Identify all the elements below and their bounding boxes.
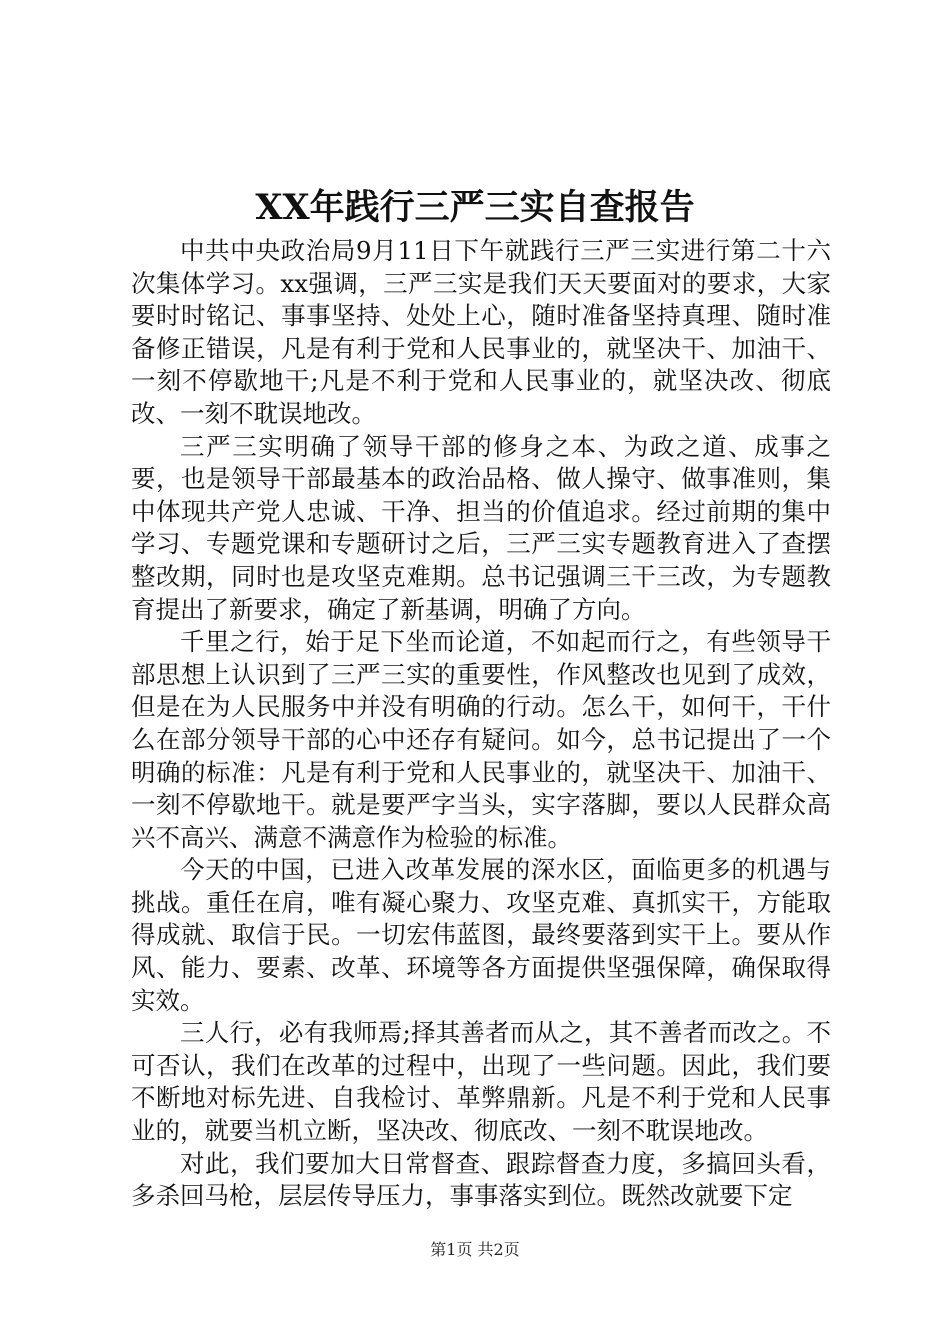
- paragraph-4: 今天的中国，已进入改革发展的深水区，面临更多的机遇与挑战。重任在肩，唯有凝心聚力、攻坚克难、真抓实干，方能取得成就、取信于民。一切宏伟蓝图，最终要落到实干上。要从作风、能力、要素、改革、环境等各方面提供坚强保障，确保取得实效。: [131, 855, 831, 1015]
- paragraph-3: 千里之行，始于足下坐而论道，不如起而行之，有些领导干部思想上认识到了三严三实的重要性，作风整改也见到了成效，但是在为人民服务中并没有明确的行动。怎么干，如何干，干什么在部分领导干部的心中还存有疑问。如今，总书记提出了一个明确的标准：凡是有利于党和人民事业的，就坚决干、加油干、一刻不停歇地干。就是要严字当头，实字落脚，要以人民群众高兴不高兴、满意不满意作为检验的标准。: [131, 627, 831, 852]
- document-title: XX年践行三严三实自查报告: [255, 187, 695, 228]
- paragraph-1: 中共中央政治局9月11日下午就践行三严三实进行第二十六次集体学习。xx强调，三严三实是我们天天要面对的要求，大家要时时铭记、事事坚持、处处上心，随时准备坚持真理、随时准备修正错误，凡是有利于党和人民事业的，就坚决干、加油干、一刻不停歇地干;凡是不利于党和人民事业的，就坚决改、彻底改、一刻不耽误地改。: [131, 236, 831, 428]
- document-body: [131, 235, 831, 1213]
- paragraph-5: 三人行，必有我师焉;择其善者而从之，其不善者而改之。不可否认，我们在改革的过程中，出现了一些问题。因此，我们要不断地对标先进、自我检讨、革弊鼎新。凡是不利于党和人民事业的，就要当机立断，坚决改、彻底改、一刻不耽误地改。: [131, 1018, 831, 1146]
- paragraph-6: 对此，我们要加大日常督查、跟踪督查力度，多搞回头看，多杀回马枪，层层传导压力，事事落实到位。既然改就要下定: [131, 1148, 831, 1211]
- paragraph-2: 三严三实明确了领导干部的修身之本、为政之道、成事之要，也是领导干部最基本的政治品格、做人操守、做事准则，集中体现共产党人忠诚、干净、担当的价值追求。经过前期的集中学习、专题党课和专题研讨之后，三严三实专题教育进入了查摆整改期，同时也是攻坚克难期。总书记强调三干三改，为专题教育提出了新要求，确定了新基调，明确了方向。: [131, 431, 831, 624]
- page-footer: 第1页 共2页: [430, 1240, 520, 1259]
